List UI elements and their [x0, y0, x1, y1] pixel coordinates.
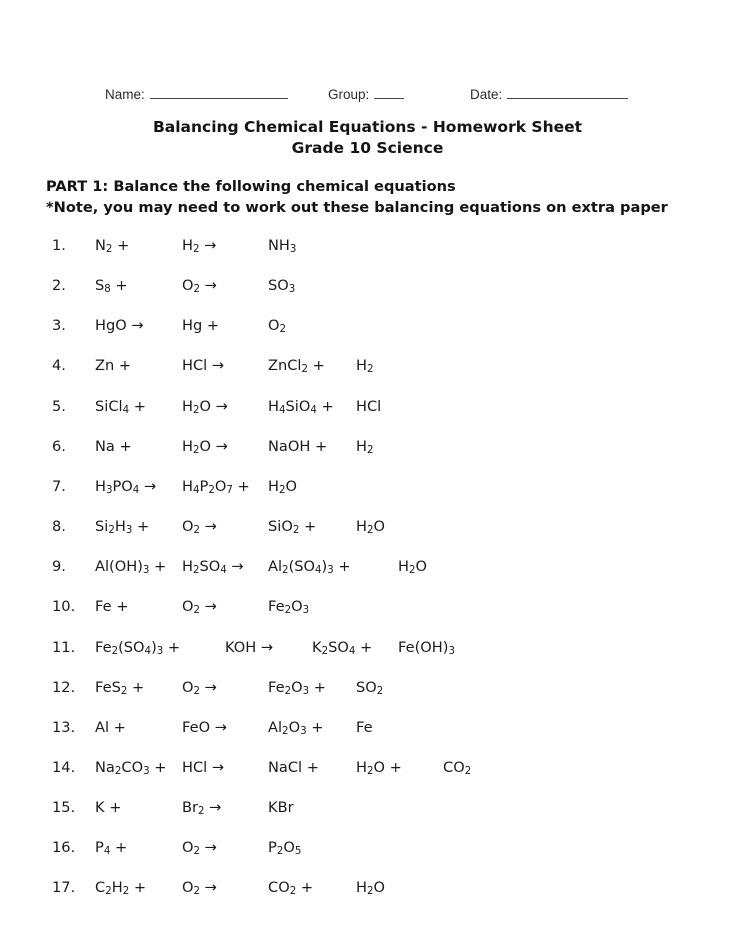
equation-number: 16.: [52, 839, 76, 856]
formula-cell: FeS$_2$ +: [95, 679, 145, 698]
formula-cell: KOH →: [225, 639, 274, 656]
equation-number: 7.: [52, 478, 66, 495]
formula-cell: $H_4P_2O_7$ +: [182, 478, 250, 497]
equation-row: [0, 799, 735, 819]
equation-row: [0, 478, 735, 498]
formula-cell: $O_2$ →: [182, 879, 217, 898]
formula-cell: $Br_2$ →: [182, 799, 222, 818]
formula-cell: $H_2O$ +: [356, 759, 402, 778]
formula-cell: $Al_2(SO_4)_3$ +: [268, 558, 351, 577]
page-title: Balancing Chemical Equations - Homework Sheet: [152, 118, 583, 136]
formula-cell: HCl →: [182, 759, 225, 776]
formula-cell: $H_2$: [356, 438, 374, 457]
equation-number: 6.: [52, 438, 66, 455]
formula-cell: SiO$_2$ +: [268, 518, 317, 537]
formula-cell: $SO_3$: [268, 277, 296, 296]
formula-cell: $S_8$ +: [95, 277, 128, 296]
equation-number: 12.: [52, 679, 76, 696]
date-label: Date:: [470, 87, 503, 102]
formula-cell: $Al(OH)_3$ +: [95, 558, 167, 577]
formula-cell: NaOH +: [268, 438, 328, 455]
equation-row: [0, 759, 735, 779]
formula-cell: $O_2$: [268, 317, 287, 336]
equation-row: [0, 558, 735, 578]
formula-cell: NaCl +: [268, 759, 319, 776]
formula-cell: Hg +: [182, 317, 220, 334]
equation-number: 13.: [52, 719, 76, 736]
formula-cell: $Fe_2O_3$: [268, 598, 310, 617]
formula-cell: $Fe_2(SO_4)_3$ +: [95, 639, 181, 658]
equation-number: 15.: [52, 799, 76, 816]
formula-cell: $N_2$ +: [95, 237, 130, 256]
equation-row: [0, 438, 735, 458]
equation-row: [0, 518, 735, 538]
formula-cell: $H_4SiO_4$ +: [268, 398, 334, 417]
formula-cell: $Na_2CO_3$ +: [95, 759, 167, 778]
formula-cell: $Fe(OH)_3$: [398, 639, 455, 658]
formula-cell: $SO_2$: [356, 679, 384, 698]
formula-cell: Zn +: [95, 357, 132, 374]
formula-cell: SiCl$_4$ +: [95, 398, 146, 417]
equation-number: 1.: [52, 237, 66, 254]
formula-cell: $H_2$ →: [182, 237, 217, 256]
formula-cell: HCl: [356, 398, 382, 415]
equation-row: [0, 237, 735, 257]
formula-cell: $H_2O$: [356, 879, 385, 898]
equation-number: 14.: [52, 759, 76, 776]
formula-cell: $P_4$ +: [95, 839, 128, 858]
equation-row: [0, 398, 735, 418]
formula-cell: $O_2$ →: [182, 839, 217, 858]
equation-number: 8.: [52, 518, 66, 535]
equation-row: [0, 719, 735, 739]
formula-cell: $H_2O$ →: [182, 438, 228, 457]
equation-number: 3.: [52, 317, 66, 334]
equation-row: [0, 277, 735, 297]
part1-heading: PART 1: Balance the following chemical equations: [46, 178, 456, 195]
formula-cell: $K_2SO_4$ +: [312, 639, 373, 658]
formula-cell: $H_2$: [356, 357, 374, 376]
equation-row: [0, 839, 735, 859]
formula-cell: K +: [95, 799, 122, 816]
formula-cell: $O_2$ →: [182, 679, 217, 698]
equation-number: 9.: [52, 558, 66, 575]
group-label: Group:: [328, 87, 370, 102]
formula-cell: $NH_3$: [268, 237, 297, 256]
formula-cell: $Al_2O_3$ +: [268, 719, 324, 738]
formula-cell: $C_2H_2$ +: [95, 879, 147, 898]
part1-note: *Note, you may need to work out these balancing equations on extra paper: [46, 199, 668, 216]
formula-cell: $CO_2$: [443, 759, 472, 778]
equation-number: 11.: [52, 639, 76, 656]
equation-row: [0, 598, 735, 618]
formula-cell: $H_2O$: [268, 478, 297, 497]
equation-number: 4.: [52, 357, 66, 374]
formula-cell: Al +: [95, 719, 126, 736]
formula-cell: HgO →: [95, 317, 144, 334]
formula-cell: $O_2$ →: [182, 518, 217, 537]
name-label: Name:: [105, 87, 145, 102]
equation-row: [0, 639, 735, 659]
formula-cell: $H_2O$ →: [182, 398, 228, 417]
formula-cell: $H_2SO_4$ →: [182, 558, 244, 577]
formula-cell: Fe: [356, 719, 373, 736]
formula-cell: $H_3PO_4$ →: [95, 478, 157, 497]
equation-row: [0, 357, 735, 377]
formula-cell: Fe +: [95, 598, 129, 615]
formula-cell: FeO →: [182, 719, 227, 736]
formula-cell: $CO_2$ +: [268, 879, 314, 898]
formula-cell: HCl →: [182, 357, 225, 374]
formula-cell: $H_2O$: [356, 518, 385, 537]
page-subtitle: Grade 10 Science: [291, 138, 444, 157]
formula-cell: $P_2O_5$: [268, 839, 302, 858]
formula-cell: Na +: [95, 438, 132, 455]
formula-cell: $Si_2H_3$ +: [95, 518, 150, 537]
equation-row: [0, 879, 735, 899]
equation-number: 17.: [52, 879, 76, 896]
equation-number: 2.: [52, 277, 66, 294]
equation-number: 5.: [52, 398, 66, 415]
formula-cell: $H_2O$: [398, 558, 427, 577]
formula-cell: $O_2$ →: [182, 277, 217, 296]
formula-cell: ZnCl$_2$ +: [268, 357, 325, 376]
equation-row: [0, 679, 735, 699]
formula-cell: $O_2$ →: [182, 598, 217, 617]
equation-number: 10.: [52, 598, 76, 615]
equation-row: [0, 317, 735, 337]
formula-cell: KBr: [268, 799, 294, 816]
formula-cell: $Fe_2O_3$ +: [268, 679, 326, 698]
